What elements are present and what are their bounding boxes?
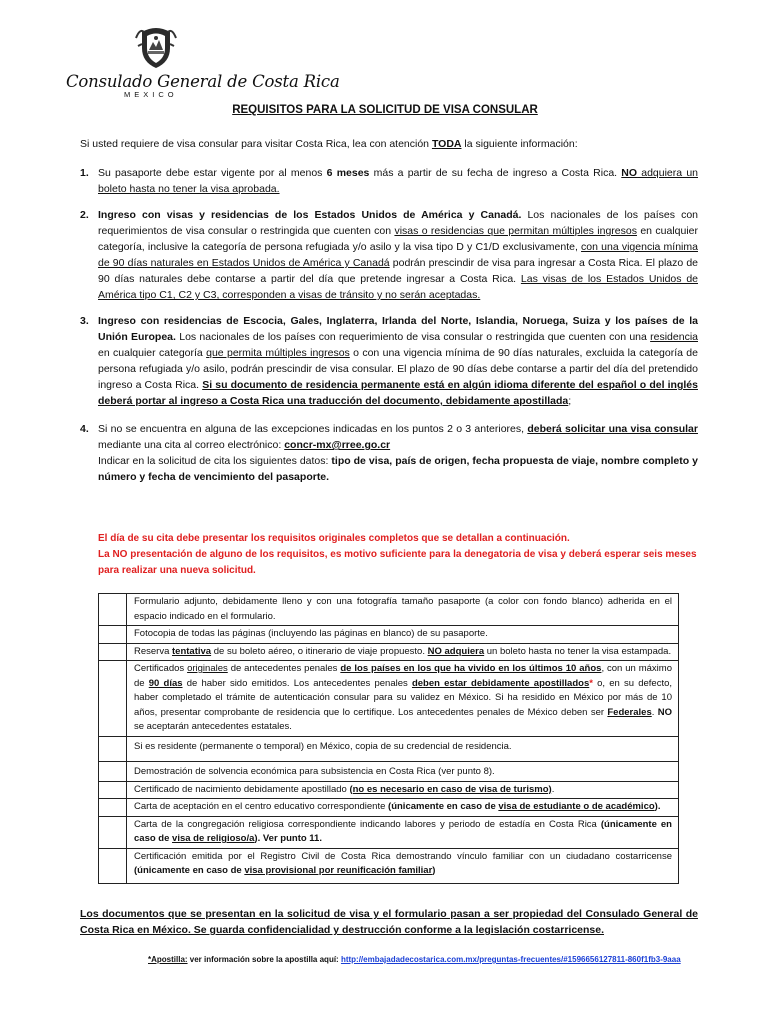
list-item [80,421,698,485]
note-label: *Apostilla: [148,955,188,964]
table-row [99,594,679,626]
table-row [99,781,679,799]
checkbox-cell[interactable] [99,643,127,661]
table-row [99,762,679,782]
item-text: Ingreso con visas y residencias de los Estados Unidos de América y Canadá. Los nacionales de los países con requerimientos de visa consular o restringida que cuenten con visas o residencias que permitan múltiples ingresos en cualquier categoría, inclusive la categoría de persona refugiada y/o asilo y la visa tipo D y C1/D exclusivamente, con una vigencia mínima de 90 días naturales en Estados Unidos de América y Canadá podrán prescindir de visa para ingresar a Costa Rica. El plazo de 90 días naturales debe contarse a partir del día que pretende ingresar a Costa Rica. Las visas de los Estados Unidos de América tipo C1, C2 y C3, corresponden a visas de tránsito y no serán aceptadas. [98,209,699,301]
table-row [99,848,679,883]
checkbox-cell[interactable] [99,661,127,737]
checkbox-cell[interactable] [99,626,127,644]
table-row [99,661,679,737]
checkbox-cell[interactable] [99,848,127,883]
checkbox-cell[interactable] [99,762,127,782]
red-notice [98,531,698,579]
list-item [80,207,698,303]
requirement-text: Fotocopia de todas las páginas (incluyendo las páginas en blanco) de su pasaporte. [127,626,679,644]
requirement-text: Demostración de solvencia económica para subsistencia en Costa Rica (ver punto 8). [127,762,679,782]
checkbox-cell[interactable] [99,781,127,799]
list-item [80,313,698,409]
intro-part: Si usted requiere de visa consular para visitar Costa Rica, lea con atención [80,138,432,150]
requirement-text: Si es residente (permanente o temporal) en México, copia de su credencial de residencia. [127,736,679,762]
checkbox-cell[interactable] [99,799,127,817]
item-text: Si no se encuentra en alguna de las excepciones indicadas en los puntos 2 o 3 anteriores, deberá solicitar una visa consular mediante una cita al correo electrónico: concr-mx@rree.go.cr Indicar en la solicitud de cita los siguientes datos: tipo de visa, país de origen, fecha propuesta de viaje, nombre completo y número y fecha de vencimiento del pasaporte. [98,423,698,483]
table-row [99,643,679,661]
item-number: 2. [80,209,89,221]
requirement-text: Formulario adjunto, debidamente lleno y con una fotografía tamaño pasaporte (a color con fondo blanco) adherida en el espacio indicado en el formulario. [127,594,679,626]
confidentiality-footer: Los documentos que se presentan en la solicitud de visa y el formulario pasan a ser propiedad del Consulado General de Costa Rica en México. Se guarda confidencialidad y destrucción conforme a la legislación costarricense. [80,908,698,936]
item-text: Su pasaporte debe estar vigente por al menos 6 meses más a partir de su fecha de ingreso a Costa Rica. NO adquiera un boleto hasta no tener la visa aprobada. [98,167,698,195]
requirement-text: Certificado de nacimiento debidamente apostillado (no es necesario en caso de visa de turismo). [127,781,679,799]
note-text: ver información sobre la apostilla aquí: [187,955,341,964]
requirement-text: Carta de la congregación religiosa correspondiente indicando labores y periodo de estadía en Costa Rica (únicamente en caso de visa de religioso/a). Ver punto 11. [127,816,679,848]
page-title: REQUISITOS PARA LA SOLICITUD DE VISA CONSULAR [232,104,538,116]
item-number: 3. [80,315,89,327]
consulate-name: Consulado General de Costa Rica [66,72,340,91]
requirement-text: Certificados originales de antecedentes penales de los países en los que ha vivido en los últimos 10 años, con un máximo de 90 días de haber sido emitidos. Los antecedentes penales deben estar debidamente apostillados* o, en su defecto, haber completado el trámite de autenticación consular para su validez en México. Si ha residido en México por más de 10 años, presentar comprobante de residencia que lo certifique. Los antecedentes penales de México deben ser Federales. NO se aceptarán antecedentes estatales. [127,661,679,737]
requirements-list [80,165,698,495]
table-row [99,736,679,762]
checkbox-cell[interactable] [99,594,127,626]
intro-emphasis: TODA [431,138,462,150]
notice-line: La NO presentación de alguno de los requisitos, es motivo suficiente para la denegatoria de visa y deberá esperar seis meses para realizar una nueva solicitud. [98,549,697,576]
notice-line: El día de su cita debe presentar los requisitos originales completos que se detallan a continuación. [98,533,570,544]
requirement-text: Certificación emitida por el Registro Civil de Costa Rica demostrando vínculo familiar con un ciudadano costarricense (únicamente en caso de visa provisional por reunificación familiar) [127,848,679,883]
requirement-text: Carta de aceptación en el centro educativo correspondiente (únicamente en caso de visa de estudiante o de académico). [127,799,679,817]
apostille-note [148,953,693,966]
item-number: 4. [80,423,89,435]
table-row [99,626,679,644]
item-text: Ingreso con residencias de Escocia, Gales, Inglaterra, Irlanda del Norte, Islandia, Noruega, Suiza y los países de la Unión Europea. Los nacionales de los países con requerimiento de visa consular o restringida que cuenten con una residencia en cualquier categoría que permita múltiples ingresos o con una vigencia mínima de 90 días naturales, excluida la categoría de persona refugiada y/o asilo, podrán prescindir de visa consular. El plazo de 90 días debe contarse a partir del día del pretendido ingreso a Costa Rica. Si su documento de residencia permanente está en algún idioma diferente del español o del inglés deberá portar al ingreso a Costa Rica una traducción del documento, debidamente apostillada; [98,315,698,407]
list-item [80,165,698,197]
table-row [99,816,679,848]
intro-text [80,138,578,150]
consulate-logo [66,22,340,102]
coat-of-arms-icon [134,22,178,70]
checkbox-cell[interactable] [99,816,127,848]
requirement-text: Reserva tentativa de su boleto aéreo, o itinerario de viaje propuesto. NO adquiera un boleto hasta no tener la visa estampada. [127,643,679,661]
consulate-country: MEXICO [124,90,178,99]
intro-part: la siguiente información: [461,138,578,150]
item-number: 1. [80,167,89,179]
consulate-email[interactable]: concr-mx@rree.go.cr [284,439,391,451]
requirements-checklist [98,593,679,884]
checkbox-cell[interactable] [99,736,127,762]
apostille-link[interactable]: http://embajadadecostarica.com.mx/preguntas-frecuentes/#1596656127811-860f1fb3-9aaa [340,955,681,964]
table-row [99,799,679,817]
